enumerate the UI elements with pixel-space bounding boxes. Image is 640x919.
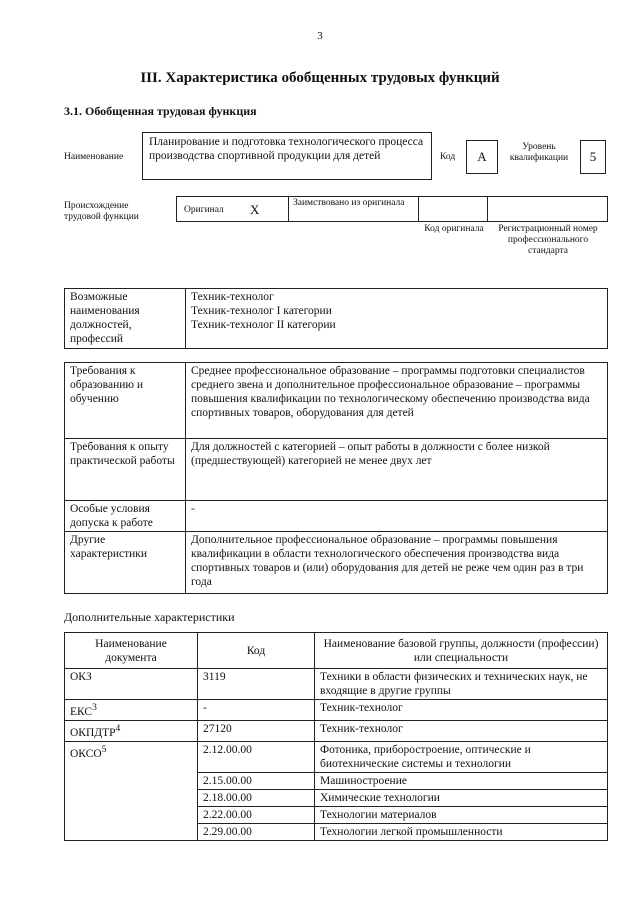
- table-row-code: 2.29.00.00: [198, 823, 315, 840]
- table-row-name: Технологии материалов: [315, 806, 608, 823]
- doc-name: ОКСО: [70, 747, 102, 760]
- function-name: Планирование и подготовка технологического процесса производства спортивной продукции для детей: [149, 136, 424, 162]
- borrowed-label: Заимствовано из оригинала: [293, 198, 405, 208]
- footnote-ref: 5: [101, 743, 107, 755]
- table-row-name: Машиностроение: [315, 772, 608, 789]
- original-label: Оригинал: [184, 205, 224, 215]
- code-label: Код: [440, 152, 456, 162]
- level-label: Уровень квалификации: [509, 142, 569, 163]
- doc-name: ОКЗ: [70, 671, 92, 683]
- position-item: Техник-технолог: [191, 291, 274, 303]
- req-education-label: Требования к образованию и обучению: [65, 363, 186, 439]
- req-other-label: Другие характеристики: [65, 532, 186, 594]
- code-original-caption: Код оригинала: [424, 224, 484, 234]
- level-value-box: [580, 140, 606, 174]
- table-row-code: -: [198, 700, 315, 721]
- doc-name: ЕКС: [70, 705, 93, 718]
- table-row-code: 2.12.00.00: [198, 741, 315, 772]
- level-value: 5: [589, 149, 597, 164]
- position-item: Техник-технолог II категории: [191, 319, 336, 331]
- table-row-code: 2.15.00.00: [198, 772, 315, 789]
- table-row-name: Технологии легкой промышленности: [315, 823, 608, 840]
- page-number: 3: [317, 30, 323, 42]
- additional-title: Дополнительные характеристики: [64, 610, 235, 624]
- subsection-title: 3.1. Обобщенная трудовая функция: [64, 104, 257, 118]
- requirements-table: [64, 362, 608, 594]
- req-other-value: Дополнительное профессиональное образование – программы повышения квалификации в области технологического обеспечения производства вида спортивных товаров и (или) оборудования для детей не реже чем один раз в три года: [186, 532, 608, 594]
- table-row-name: Фотоника, приборостроение, оптические и биотехнические системы и технологии: [315, 741, 608, 772]
- table-row-doc: [65, 669, 198, 700]
- code-value: А: [477, 149, 487, 164]
- table-row-code: 2.22.00.00: [198, 806, 315, 823]
- section-title: III. Характеристика обобщенных трудовых функций: [140, 70, 500, 86]
- req-experience-value: Для должностей с категорией – опыт работы в должности с более низкой (предшествующей) категорией не менее двух лет: [186, 439, 608, 501]
- req-special-label: Особые условия допуска к работе: [65, 501, 186, 532]
- function-name-box: [142, 132, 432, 180]
- original-mark: Х: [250, 202, 260, 217]
- code-value-box: [466, 140, 498, 174]
- origin-divider-3: [487, 196, 488, 222]
- table-row-doc: [65, 741, 198, 840]
- positions-label: Возможные наименования должностей, профессий: [65, 289, 186, 349]
- table-row-name: Техник-технолог: [315, 700, 608, 721]
- footnote-ref: 3: [92, 702, 97, 713]
- positions-table: [64, 288, 608, 349]
- origin-divider-1: [288, 196, 289, 222]
- position-item: Техник-технолог I категории: [191, 305, 332, 317]
- col-header-doc: Наименование документа: [65, 633, 198, 669]
- req-experience-label: Требования к опыту практической работы: [65, 439, 186, 501]
- table-row-code: 2.18.00.00: [198, 789, 315, 806]
- name-label: Наименование: [64, 152, 124, 162]
- table-row-doc: [65, 700, 198, 721]
- table-row-name: Техник-технолог: [315, 720, 608, 741]
- table-row-doc: [65, 720, 198, 741]
- reg-number-caption: Регистрационный номер профессионального стандарта: [498, 224, 598, 256]
- doc-name: ОКПДТР: [70, 726, 116, 739]
- table-row-name: Химические технологии: [315, 789, 608, 806]
- req-special-value: -: [186, 501, 608, 532]
- origin-label: Происхождение трудовой функции: [64, 201, 139, 222]
- additional-table: [64, 632, 608, 841]
- col-header-code: Код: [198, 633, 315, 669]
- origin-divider-2: [418, 196, 419, 222]
- req-education-value: Среднее профессиональное образование – программы подготовки специалистов среднего звена и дополнительное профессиональное образование – программы повышения квалификации по технологическому обеспечению производства вида спортивных товаров, оборудования для детей: [186, 363, 608, 439]
- col-header-name: Наименование базовой группы, должности (профессии) или специальности: [315, 633, 608, 669]
- table-row-name: Техники в области физических и технических наук, не входящие в другие группы: [315, 669, 608, 700]
- footnote-ref: 4: [115, 722, 121, 734]
- table-row-code: 27120: [198, 720, 315, 741]
- table-row-code: 3119: [198, 669, 315, 700]
- positions-values: [186, 289, 608, 349]
